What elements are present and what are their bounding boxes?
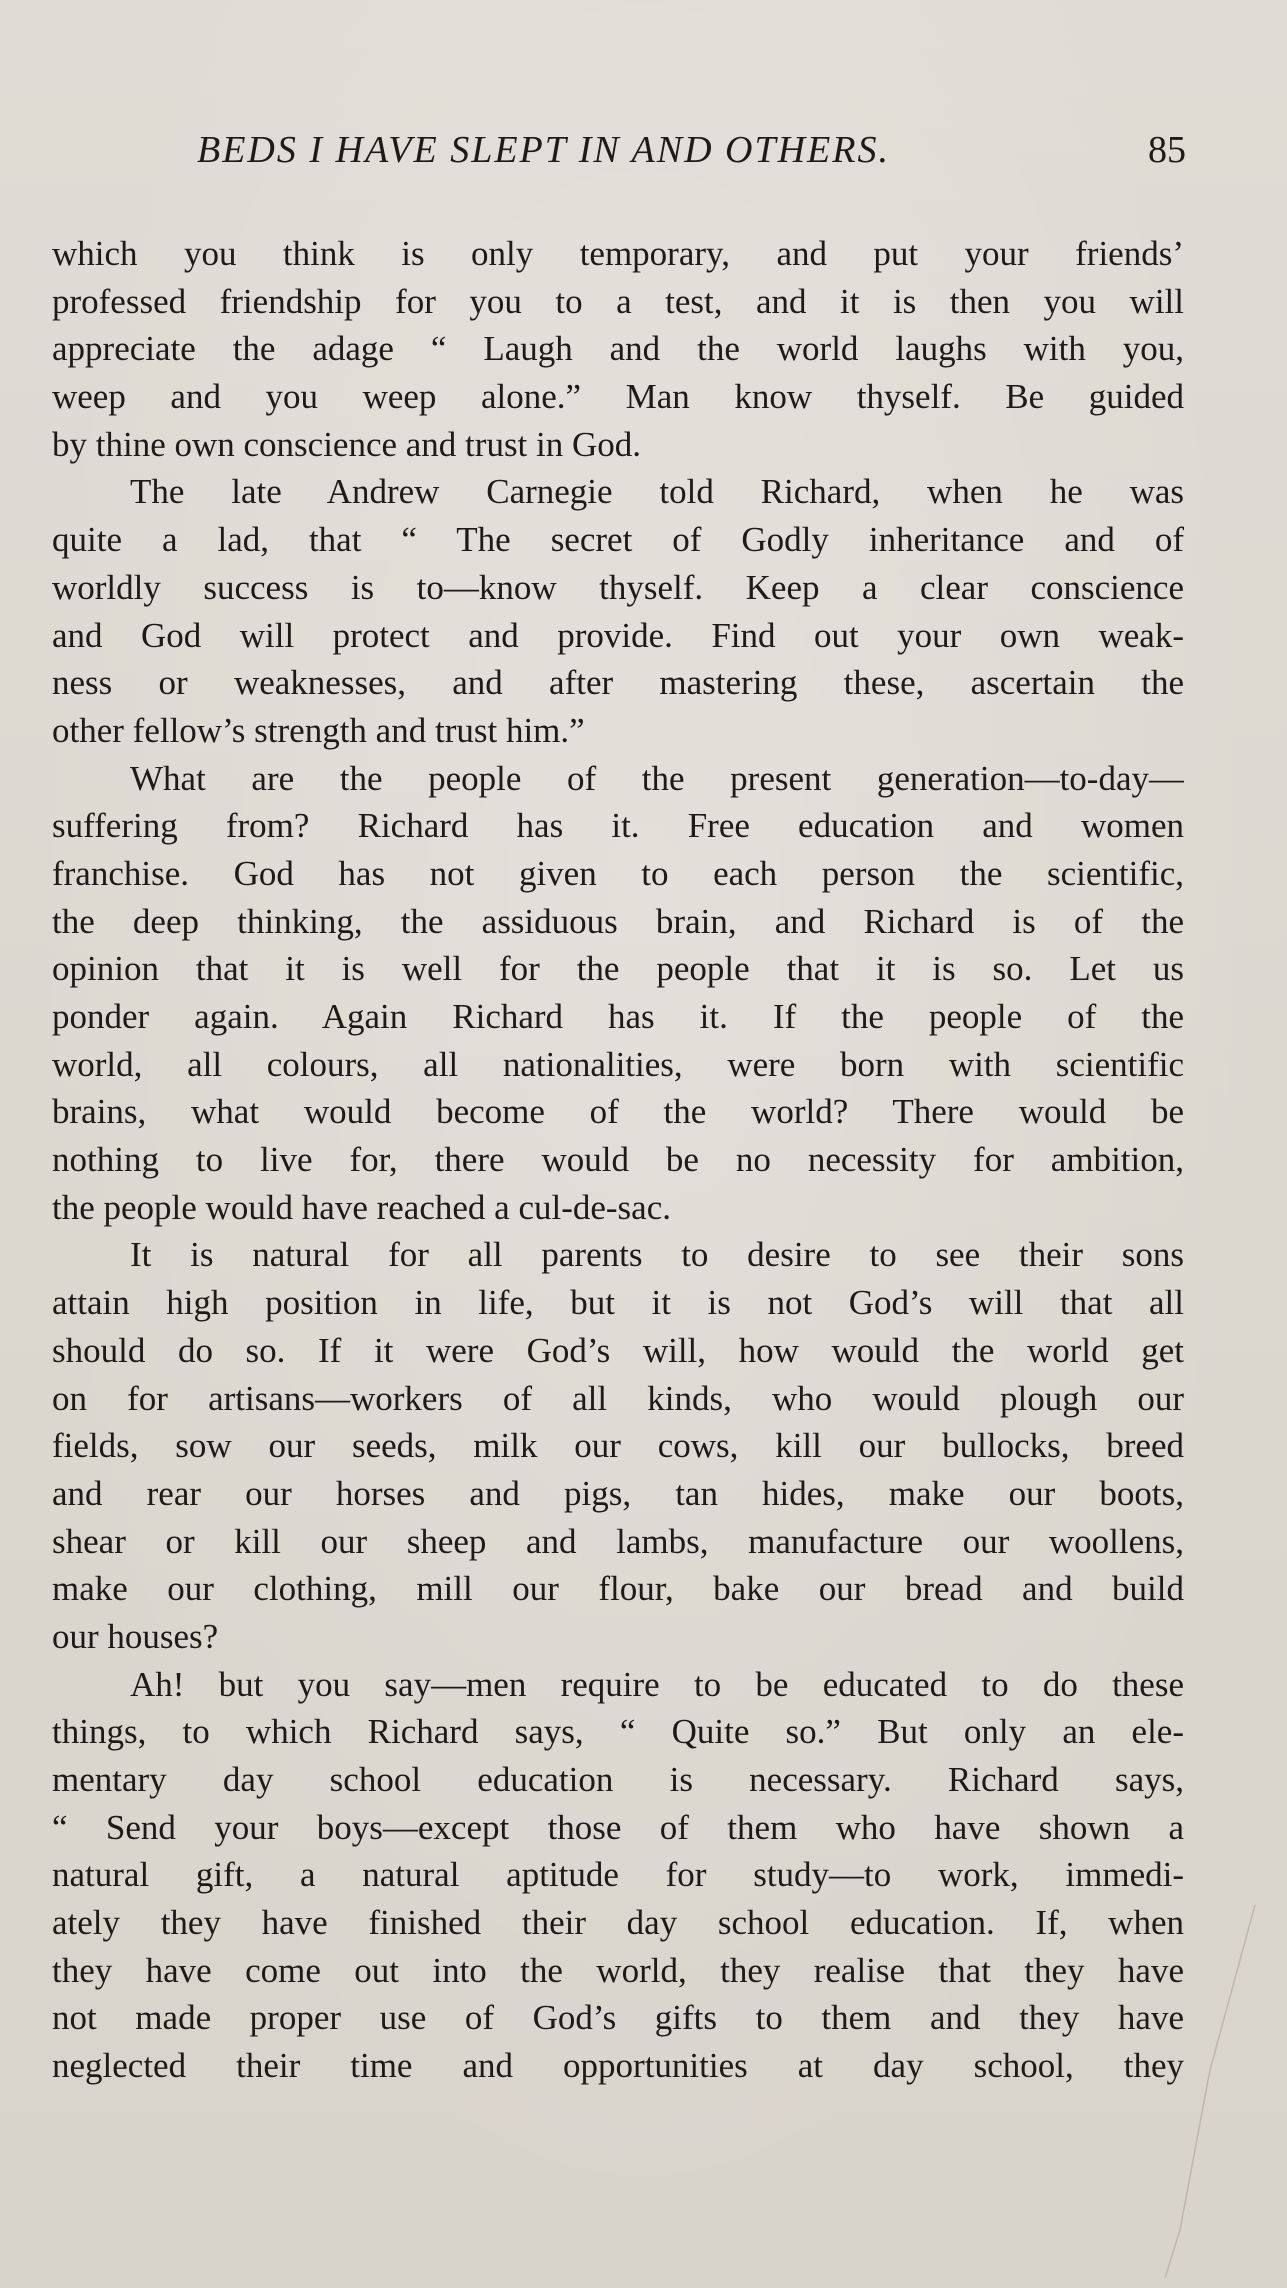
text-line: attain high position in life, but it is not God’s will that all [52,1283,1184,1323]
text-line: Ah! but you say—men require to be educated to do these [130,1664,1184,1704]
text-line: fields, sow our seeds, milk our cows, kill our bullocks, breed [52,1426,1184,1466]
text-line: ponder again. Again Richard has it. If the people of the [52,997,1184,1036]
paragraph-1 [52,230,1184,468]
text-line: worldly success is to—know thyself. Keep a clear conscience [52,567,1184,607]
text-line: What are the people of the present generation—to-day— [130,758,1184,798]
text-line: world, all colours, all nationalities, were born with scientific [52,1044,1184,1084]
text-line: on for artisans—workers of all kinds, who would plough our [52,1378,1184,1418]
text-line: by thine own conscience and trust in God. [52,424,642,464]
text-line: suffering from? Richard has it. Free education and women [52,806,1184,846]
text-line: and God will protect and provide. Find out your own weak- [52,615,1184,655]
page-number: 85 [1148,129,1186,171]
text-line: mentary day school education is necessary. Richard says, [52,1760,1184,1799]
text-line: It is natural for all parents to desire to see their sons [130,1235,1184,1275]
text-line: ately they have finished their day school education. If, when [52,1903,1184,1943]
text-line: weep and you weep alone.” Man know thyself. Be guided [52,377,1184,417]
text-line: the people would have reached a cul-de-sac. [52,1187,671,1227]
body-text [52,230,1184,2090]
text-line: nothing to live for, there would be no necessity for ambition, [52,1140,1184,1180]
text-line: not made proper use of God’s gifts to them and they have [52,1998,1184,2038]
text-line: neglected their time and opportunities at day school, they [52,2046,1184,2086]
text-line: should do so. If it were God’s will, how would the world get [52,1330,1184,1370]
text-line: shear or kill our sheep and lambs, manufacture our woollens, [52,1521,1184,1561]
text-line: other fellow’s strength and trust him.” [52,710,585,750]
text-line: quite a lad, that “ The secret of Godly inheritance and of [52,520,1184,560]
text-line: professed friendship for you to a test, and it is then you will [52,281,1184,321]
text-line: brains, what would become of the world? There would be [52,1092,1184,1132]
text-line: our houses? [52,1616,219,1656]
running-head [52,128,1186,188]
text-line: and rear our horses and pigs, tan hides, make our boots, [52,1473,1184,1513]
text-line: natural gift, a natural aptitude for study—to work, immedi- [52,1855,1184,1895]
text-line: the deep thinking, the assiduous brain, and Richard is of the [52,901,1184,941]
text-line: appreciate the adage “ Laugh and the world laughs with you, [52,329,1184,369]
text-line: opinion that it is well for the people that it is so. Let us [52,949,1184,989]
paragraph-4 [52,1231,1184,1660]
text-line: The late Andrew Carnegie told Richard, when he was [130,472,1184,512]
text-line: “ Send your boys—except those of them who have shown a [52,1807,1184,1847]
text-line: things, to which Richard says, “ Quite so.” But only an ele- [52,1712,1184,1752]
running-title: BEDS I HAVE SLEPT IN AND OTHERS. [197,129,890,171]
text-line: they have come out into the world, they realise that they have [52,1950,1184,1990]
paragraph-5 [52,1661,1184,2090]
text-line: ness or weaknesses, and after mastering these, ascertain the [52,663,1184,703]
text-line: franchise. God has not given to each person the scientific, [52,853,1184,893]
text-line: make our clothing, mill our flour, bake our bread and build [52,1569,1184,1609]
paper-crease-mark [1120,1900,1260,2280]
paragraph-2 [52,468,1184,754]
text-line: which you think is only temporary, and put your friends’ [52,234,1184,273]
paragraph-3 [52,755,1184,1232]
